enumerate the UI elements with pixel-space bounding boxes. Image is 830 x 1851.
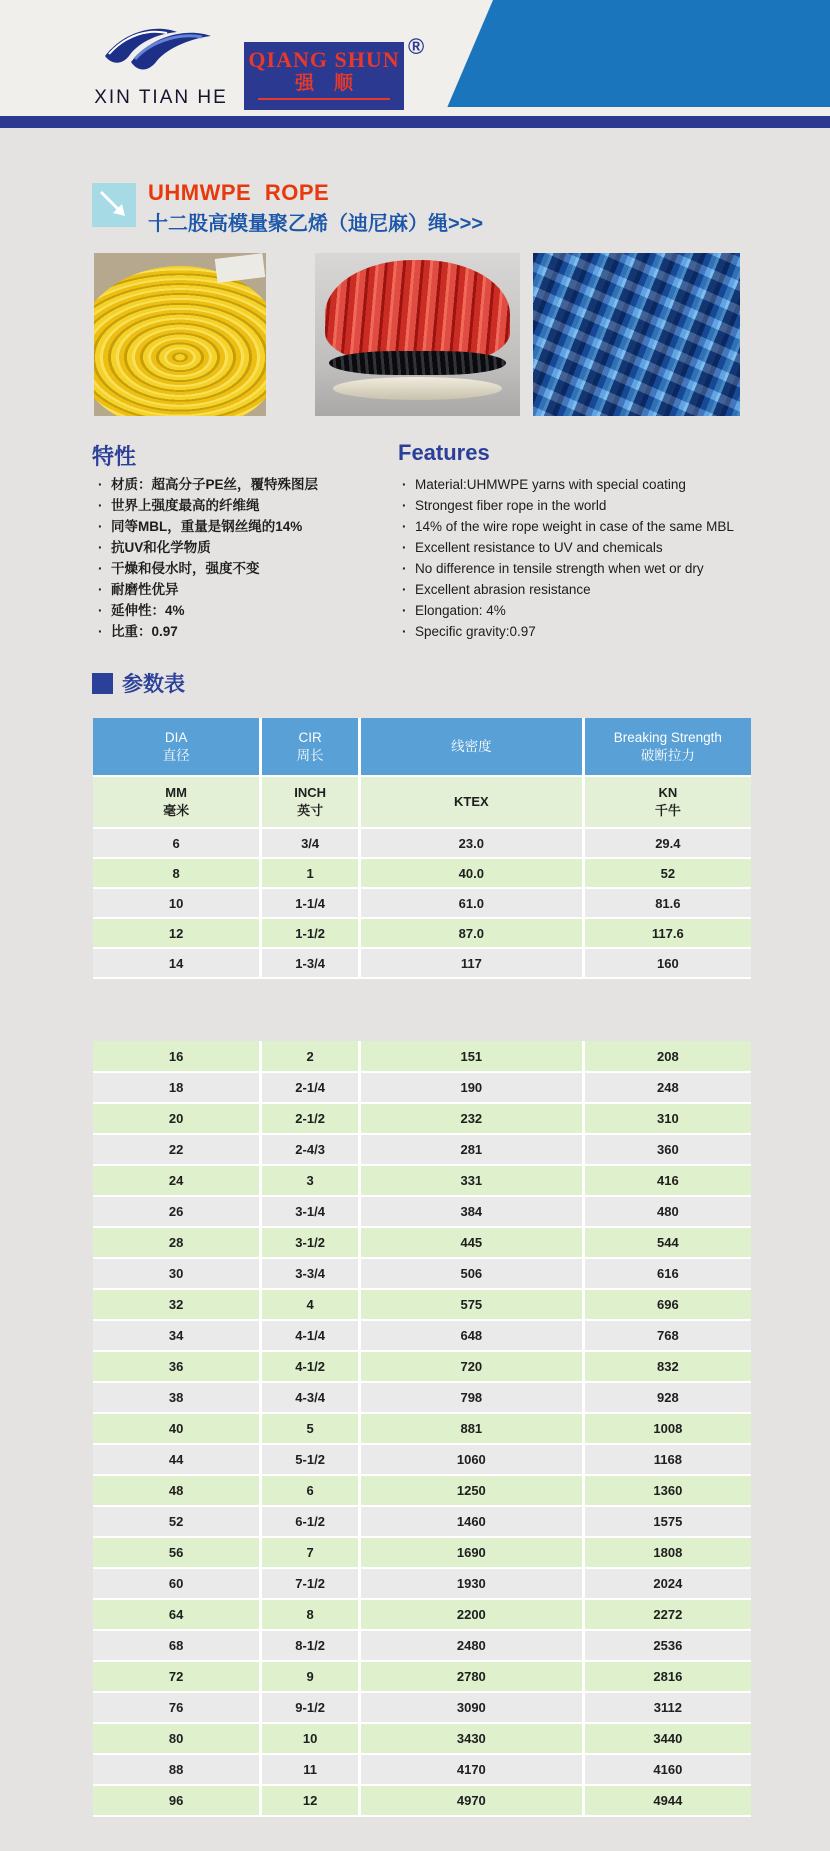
spool-flange	[333, 377, 501, 400]
table-cell: 4-1/4	[261, 1320, 360, 1351]
table-row	[93, 1196, 751, 1227]
brand-badge	[244, 42, 404, 110]
table-cell: 52	[583, 858, 751, 888]
feature-item: · Specific gravity:0.97	[402, 621, 752, 642]
red-rope-spool-texture	[325, 260, 510, 364]
table-cell: 696	[583, 1289, 751, 1320]
table-cell: 4	[261, 1289, 360, 1320]
table-cell: 20	[93, 1103, 261, 1134]
yellow-rope-coil-texture	[94, 266, 266, 416]
feature-item: · 干燥和侵水时，强度不变	[98, 558, 378, 579]
table-cell: 1060	[359, 1444, 583, 1475]
table-row	[93, 1103, 751, 1134]
table-cell: 881	[359, 1413, 583, 1444]
column-header: Breaking Strength 破断拉力	[583, 718, 751, 776]
table-cell: 208	[583, 1041, 751, 1072]
table-row	[93, 1320, 751, 1351]
red-rope-photo	[315, 253, 520, 416]
table-cell: 11	[261, 1754, 360, 1785]
table-row	[93, 858, 751, 888]
table-cell: 2272	[583, 1599, 751, 1630]
table-cell: 232	[359, 1103, 583, 1134]
table-cell: 506	[359, 1258, 583, 1289]
table-cell: 3090	[359, 1692, 583, 1723]
column-header: DIA 直径	[93, 718, 261, 776]
table-row	[93, 1041, 751, 1072]
feature-item: · Material:UHMWPE yarns with special coating	[402, 474, 752, 495]
table-row	[93, 1475, 751, 1506]
table-cell: 1-3/4	[261, 948, 360, 978]
page-title-en: UHMWPE ROPE	[148, 180, 330, 205]
blue-rope-weave-texture	[533, 253, 740, 416]
feature-item: · Strongest fiber rope in the world	[402, 495, 752, 516]
spec-section-heading	[92, 668, 185, 698]
table-row	[93, 1444, 751, 1475]
header-divider-bar	[0, 116, 830, 128]
table-cell: 248	[583, 1072, 751, 1103]
table-cell: 190	[359, 1072, 583, 1103]
table-cell: 1168	[583, 1444, 751, 1475]
table-cell: 5	[261, 1413, 360, 1444]
table-row	[93, 1537, 751, 1568]
table-cell: 117.6	[583, 918, 751, 948]
table-cell: 2816	[583, 1661, 751, 1692]
table-cell: 416	[583, 1165, 751, 1196]
table-cell: 1690	[359, 1537, 583, 1568]
logo-text: XIN TIAN HE	[94, 87, 228, 108]
table-cell: 2-1/2	[261, 1103, 360, 1134]
table-cell: 4944	[583, 1785, 751, 1816]
table-cell: 44	[93, 1444, 261, 1475]
features-list-zh	[98, 474, 378, 642]
black-rope-band	[329, 351, 505, 375]
table-cell: 1250	[359, 1475, 583, 1506]
table-cell: 2-1/4	[261, 1072, 360, 1103]
table-row	[93, 828, 751, 858]
table-cell: 3112	[583, 1692, 751, 1723]
table-cell: 64	[93, 1599, 261, 1630]
table-cell: 12	[261, 1785, 360, 1816]
table-cell: 4970	[359, 1785, 583, 1816]
feature-item: · Excellent abrasion resistance	[402, 579, 752, 600]
yellow-rope-photo	[94, 253, 266, 416]
table-cell: 96	[93, 1785, 261, 1816]
table-cell: 14	[93, 948, 261, 978]
table-cell: 60	[93, 1568, 261, 1599]
table-cell: 6	[93, 828, 261, 858]
table-row	[93, 1692, 751, 1723]
table-cell: 4-3/4	[261, 1382, 360, 1413]
table-cell: 3/4	[261, 828, 360, 858]
table-cell: 7-1/2	[261, 1568, 360, 1599]
table-cell: 5-1/2	[261, 1444, 360, 1475]
table-cell: 1930	[359, 1568, 583, 1599]
photo-background-detail	[215, 253, 266, 283]
table-cell: 3430	[359, 1723, 583, 1754]
table-cell: 12	[93, 918, 261, 948]
table-cell: 3-3/4	[261, 1258, 360, 1289]
table-units-row	[93, 776, 751, 828]
table-cell: 9-1/2	[261, 1692, 360, 1723]
table-cell: 48	[93, 1475, 261, 1506]
table-cell: 575	[359, 1289, 583, 1320]
table-row	[93, 1754, 751, 1785]
table-cell: 1360	[583, 1475, 751, 1506]
page-title-zh: 十二股高模量聚乙烯（迪尼麻）绳>>>	[148, 213, 484, 235]
table-cell: 8	[93, 858, 261, 888]
table-cell: 87.0	[359, 918, 583, 948]
table-row	[93, 1599, 751, 1630]
table-cell: 80	[93, 1723, 261, 1754]
table-cell: 2780	[359, 1661, 583, 1692]
table-cell: 81.6	[583, 888, 751, 918]
table-cell: 544	[583, 1227, 751, 1258]
table-cell: 1-1/4	[261, 888, 360, 918]
table-cell: 56	[93, 1537, 261, 1568]
unit-cell: KN 千牛	[583, 776, 751, 828]
table-cell: 3-1/4	[261, 1196, 360, 1227]
table-cell: 18	[93, 1072, 261, 1103]
table-cell: 23.0	[359, 828, 583, 858]
blue-rope-photo	[533, 253, 740, 416]
table-cell: 72	[93, 1661, 261, 1692]
table-row	[93, 1227, 751, 1258]
unit-cell: KTEX	[359, 776, 583, 828]
section-marker-square	[92, 673, 113, 694]
features-list-en	[402, 474, 752, 642]
table-cell: 310	[583, 1103, 751, 1134]
table-cell: 480	[583, 1196, 751, 1227]
table-cell: 151	[359, 1041, 583, 1072]
table-cell: 6-1/2	[261, 1506, 360, 1537]
feature-item: · 14% of the wire rope weight in case of the same MBL	[402, 516, 752, 537]
unit-cell: INCH 英寸	[261, 776, 360, 828]
table-cell: 76	[93, 1692, 261, 1723]
table-row	[93, 1785, 751, 1816]
table-cell: 1008	[583, 1413, 751, 1444]
table-cell: 160	[583, 948, 751, 978]
table-row	[93, 1506, 751, 1537]
table-cell: 3-1/2	[261, 1227, 360, 1258]
table-row	[93, 1413, 751, 1444]
registered-trademark-icon: ®	[408, 34, 425, 59]
arrow-icon	[92, 183, 136, 227]
table-cell: 68	[93, 1630, 261, 1661]
table-row	[93, 1134, 751, 1165]
table-cell: 3	[261, 1165, 360, 1196]
table-row	[93, 1723, 751, 1754]
table-cell: 8	[261, 1599, 360, 1630]
table-cell: 2-4/3	[261, 1134, 360, 1165]
table-cell: 2024	[583, 1568, 751, 1599]
feature-item: · Elongation: 4%	[402, 600, 752, 621]
table-cell: 10	[261, 1723, 360, 1754]
features-heading-zh: 特性	[92, 444, 137, 469]
feature-item: · 抗UV和化学物质	[98, 537, 378, 558]
table-cell: 1460	[359, 1506, 583, 1537]
spec-table-lower	[93, 1041, 751, 1817]
feature-item: · No difference in tensile strength when wet or dry	[402, 558, 752, 579]
feature-item: · 材质：超高分子PE丝，覆特殊图层	[98, 474, 378, 495]
feature-item: · 同等MBL，重量是钢丝绳的14%	[98, 516, 378, 537]
table-cell: 1-1/2	[261, 918, 360, 948]
table-cell: 26	[93, 1196, 261, 1227]
table-cell: 281	[359, 1134, 583, 1165]
table-row	[93, 1630, 751, 1661]
table-cell: 7	[261, 1537, 360, 1568]
table-cell: 8-1/2	[261, 1630, 360, 1661]
table-cell: 2536	[583, 1630, 751, 1661]
table-row	[93, 1568, 751, 1599]
table-cell: 38	[93, 1382, 261, 1413]
table-cell: 1575	[583, 1506, 751, 1537]
table-cell: 9	[261, 1661, 360, 1692]
table-cell: 52	[93, 1506, 261, 1537]
table-cell: 34	[93, 1320, 261, 1351]
table-cell: 117	[359, 948, 583, 978]
table-row	[93, 1258, 751, 1289]
feature-item: · 耐磨性优异	[98, 579, 378, 600]
table-cell: 832	[583, 1351, 751, 1382]
table-cell: 4170	[359, 1754, 583, 1785]
spec-table-upper	[93, 718, 751, 979]
feature-item: · 世界上强度最高的纤维绳	[98, 495, 378, 516]
table-cell: 32	[93, 1289, 261, 1320]
bird-logo-icon	[97, 67, 225, 84]
table-cell: 1	[261, 858, 360, 888]
brand-name-en: QIANG SHUN	[248, 47, 400, 72]
table-cell: 40.0	[359, 858, 583, 888]
table-cell: 16	[93, 1041, 261, 1072]
table-row	[93, 918, 751, 948]
table-header-row	[93, 718, 751, 776]
company-logo	[86, 22, 236, 109]
table-row	[93, 1289, 751, 1320]
table-cell: 360	[583, 1134, 751, 1165]
column-header: 线密度	[359, 718, 583, 776]
table-cell: 6	[261, 1475, 360, 1506]
features-heading-en: Features	[398, 440, 490, 465]
table-cell: 24	[93, 1165, 261, 1196]
brand-name-zh: 强顺	[294, 73, 373, 94]
table-cell: 36	[93, 1351, 261, 1382]
table-cell: 22	[93, 1134, 261, 1165]
table-cell: 88	[93, 1754, 261, 1785]
table-cell: 2	[261, 1041, 360, 1072]
table-row	[93, 1072, 751, 1103]
table-cell: 616	[583, 1258, 751, 1289]
table-row	[93, 888, 751, 918]
table-cell: 29.4	[583, 828, 751, 858]
table-cell: 1808	[583, 1537, 751, 1568]
feature-item: · 比重：0.97	[98, 621, 378, 642]
table-row	[93, 1351, 751, 1382]
table-cell: 768	[583, 1320, 751, 1351]
table-cell: 4160	[583, 1754, 751, 1785]
table-cell: 10	[93, 888, 261, 918]
table-cell: 2480	[359, 1630, 583, 1661]
table-cell: 384	[359, 1196, 583, 1227]
table-cell: 2200	[359, 1599, 583, 1630]
table-row	[93, 1382, 751, 1413]
table-row	[93, 1165, 751, 1196]
table-cell: 928	[583, 1382, 751, 1413]
spec-section-title: 参数表	[122, 673, 185, 696]
table-cell: 30	[93, 1258, 261, 1289]
table-row	[93, 948, 751, 978]
table-cell: 28	[93, 1227, 261, 1258]
column-header: CIR 周长	[261, 718, 360, 776]
table-cell: 61.0	[359, 888, 583, 918]
table-cell: 720	[359, 1351, 583, 1382]
table-row	[93, 1661, 751, 1692]
feature-item: · 延伸性：4%	[98, 600, 378, 621]
table-cell: 648	[359, 1320, 583, 1351]
feature-item: · Excellent resistance to UV and chemicals	[402, 537, 752, 558]
table-cell: 40	[93, 1413, 261, 1444]
badge-underline	[258, 98, 390, 100]
unit-cell: MM 毫米	[93, 776, 261, 828]
table-cell: 4-1/2	[261, 1351, 360, 1382]
table-cell: 331	[359, 1165, 583, 1196]
table-cell: 445	[359, 1227, 583, 1258]
table-cell: 3440	[583, 1723, 751, 1754]
table-cell: 798	[359, 1382, 583, 1413]
